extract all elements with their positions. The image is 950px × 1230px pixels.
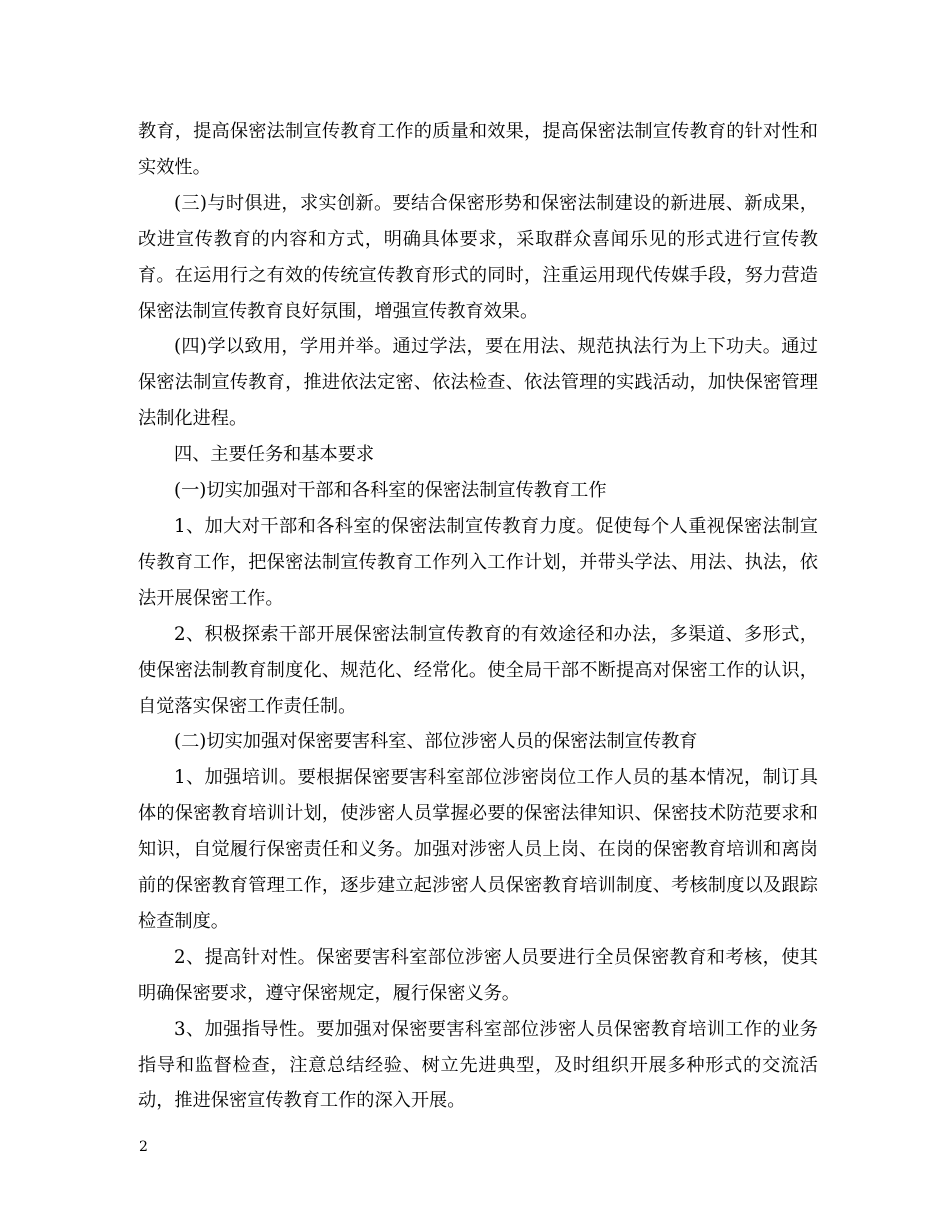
paragraph-task-1-2: 2、积极探索干部开展保密法制宣传教育的有效途径和办法，多渠道、多形式，使保密法制教育制度化、规范化、经常化。使全局干部不断提高对保密工作的认识，自觉落实保密工作责任制。	[138, 623, 818, 717]
paragraph-task-2-2: 2、提高针对性。保密要害科室部位涉密人员要进行全员保密教育和考核，使其明确保密要求，遵守保密规定，履行保密义务。	[138, 946, 818, 1004]
paragraph-continuation: 教育，提高保密法制宣传教育工作的质量和效果，提高保密法制宣传教育的针对性和实效性。	[138, 121, 818, 178]
paragraph-principle-4: (四)学以致用，学用并举。通过学法，要在用法、规范执法行为上下功夫。通过保密法制宣传教育，推进依法定密、依法检查、依法管理的实践活动，加快保密管理法制化进程。	[138, 336, 818, 430]
document-body	[138, 114, 818, 1119]
paragraph-task-2-3: 3、加强指导性。要加强对保密要害科室部位涉密人员保密教育培训工作的业务指导和监督检查，注意总结经验、树立先进典型，及时组织开展多种形式的交流活动，推进保密宣传教育工作的深入开展。	[138, 1018, 818, 1112]
section-heading-main-tasks: 四、主要任务和基本要求	[174, 444, 375, 466]
subsection-heading-1: (一)切实加强对干部和各科室的保密法制宣传教育工作	[174, 480, 607, 502]
paragraph-task-2-1: 1、加强培训。要根据保密要害科室部位涉密岗位工作人员的基本情况，制订具体的保密教育培训计划，使涉密人员掌握必要的保密法律知识、保密技术防范要求和知识，自觉履行保密责任和义务。加强对涉密人员上岗、在岗的保密教育培训和离岗前的保密教育管理工作，逐步建立起涉密人员保密教育培训制度、考核制度以及跟踪检查制度。	[138, 767, 818, 932]
paragraph-principle-3: (三)与时俱进，求实创新。要结合保密形势和保密法制建设的新进展、新成果，改进宣传教育的内容和方式，明确具体要求，采取群众喜闻乐见的形式进行宣传教育。在运用行之有效的传统宣传教育形式的同时，注重运用现代传媒手段，努力营造保密法制宣传教育良好氛围，增强宣传教育效果。	[138, 192, 818, 322]
page-number: 2	[139, 1139, 148, 1155]
subsection-heading-2: (二)切实加强对保密要害科室、部位涉密人员的保密法制宣传教育	[174, 731, 698, 753]
paragraph-task-1-1: 1、加大对干部和各科室的保密法制宣传教育力度。促使每个人重视保密法制宣传教育工作，把保密法制宣传教育工作列入工作计划，并带头学法、用法、执法，依法开展保密工作。	[138, 515, 818, 609]
